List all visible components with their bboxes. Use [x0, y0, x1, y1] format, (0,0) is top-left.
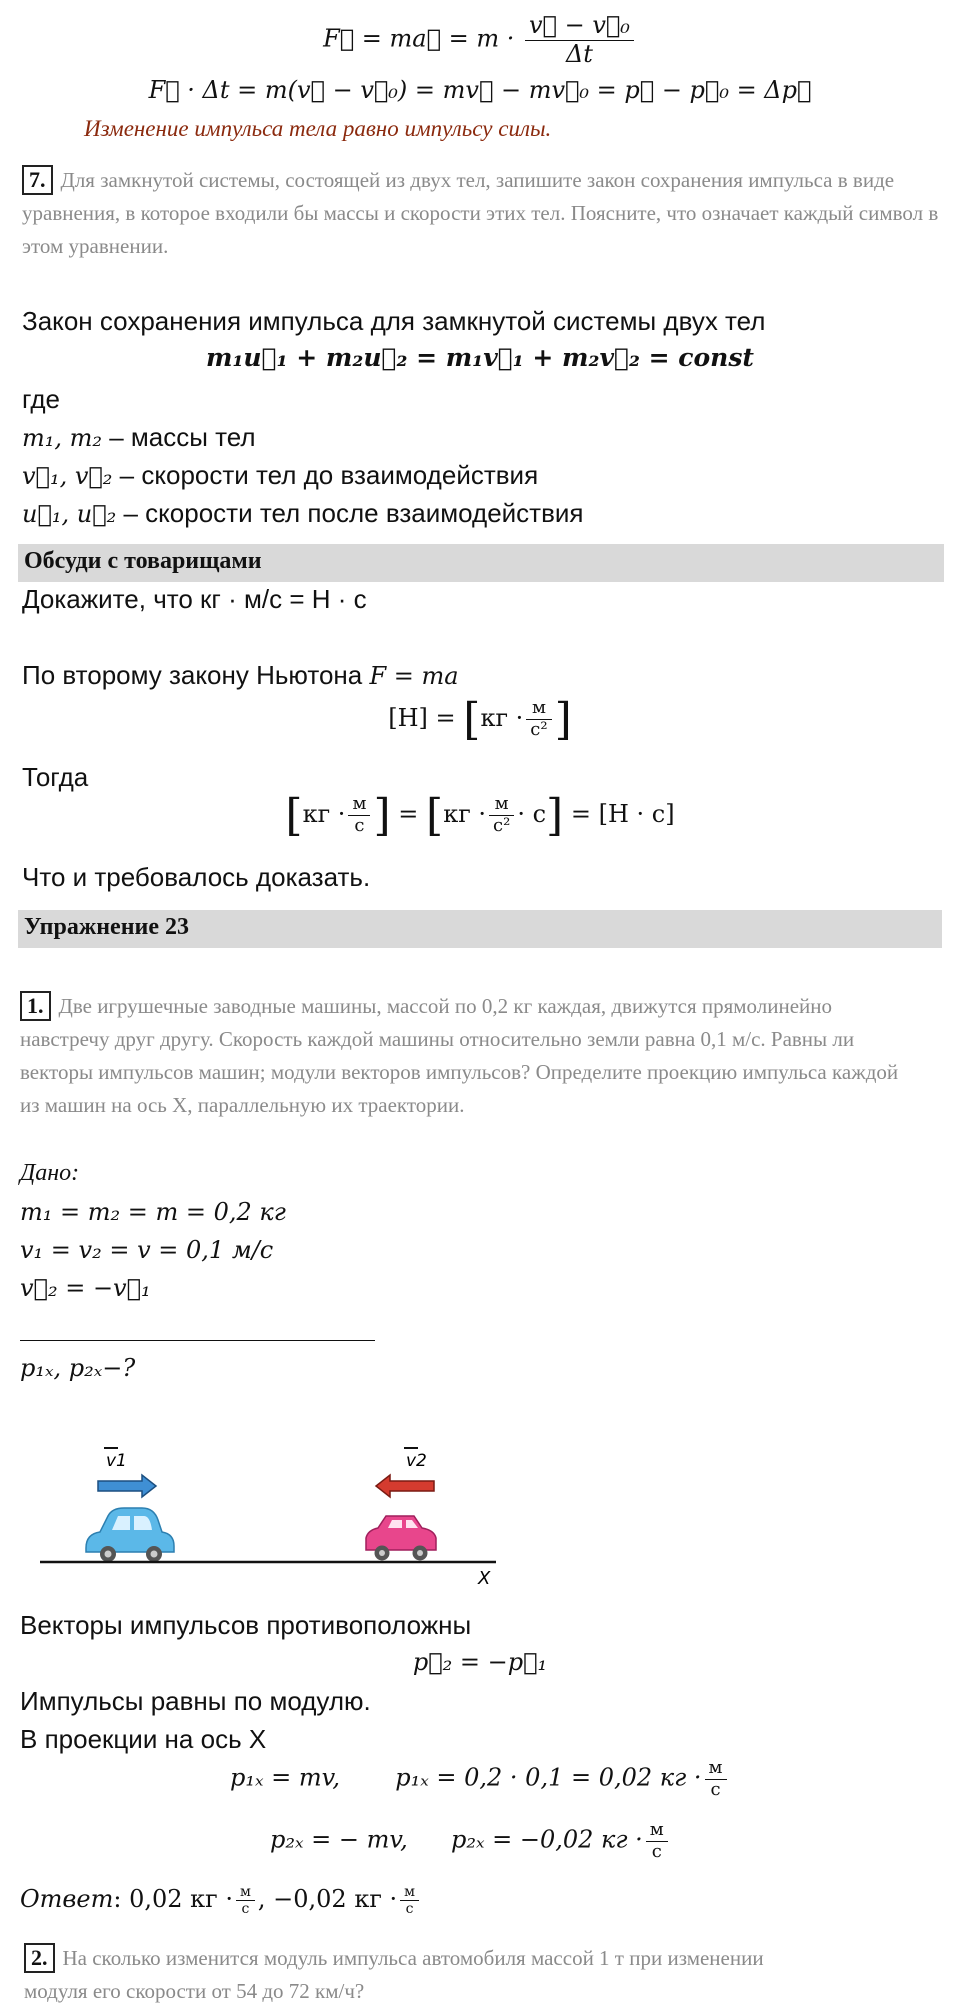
x-axis-label: X: [478, 1568, 491, 1589]
projection-label: В проекции на ось X: [20, 1724, 267, 1754]
projection-equation-2: p₂ₓ = − mv, p₂ₓ = −0,02 кг · $\frac{м}{с}$: [270, 1820, 671, 1862]
unit-equation-impulse: [кг · $\frac{м}{с}$ ] = [кг · $\frac{м}{\text{с²}}$ · с] = [Н · с]: [285, 790, 675, 841]
task-text: Для замкнутой системы, состоящей из двух тел, запишите закон сохранения импульса в виде уравнения, в которое входили бы массы и скорости этих тел. Поясните, что означает каждый символ в этом уравнении.: [22, 168, 939, 258]
projection-equation-1: p₁ₓ = mv, p₁ₓ = 0,2 · 0,1 = 0,02 кг · $\frac{м}{с}$: [230, 1758, 730, 1800]
where-label: где: [22, 384, 60, 414]
given-divider: [20, 1340, 375, 1341]
task-2: [24, 1942, 784, 2008]
qed: Что и требовалось доказать.: [22, 862, 371, 892]
find-line: p₁ₓ, p₂ₓ−?: [20, 1354, 136, 1382]
definition-masses: m₁, m₂ – массы тел: [22, 422, 256, 452]
pink-car-icon: [366, 1516, 436, 1561]
given-line-2: v₁ = v₂ = v = 0,1 м/с: [20, 1236, 274, 1264]
blue-car-icon: [86, 1508, 174, 1562]
red-arrow-icon: [376, 1475, 434, 1497]
formula-force: F⃗ = ma⃗ = m · $\frac{\text{v⃗ − v⃗₀}}{\Delta t}$: [0, 12, 960, 68]
cars-figure: [30, 1440, 510, 1590]
section-header-exercise: Упражнение 23: [18, 910, 942, 948]
note-impulse: Изменение импульса тела равно импульсу силы.: [84, 116, 552, 141]
section-header-discuss: Обсуди с товарищами: [18, 544, 944, 582]
task-number: 7.: [22, 165, 53, 195]
impulses-equal: Импульсы равны по модулю.: [20, 1686, 371, 1716]
blue-arrow-icon: [98, 1475, 156, 1497]
prove-statement: Докажите, что кг · м/с = Н · с: [22, 584, 367, 614]
task-number: 1.: [20, 991, 51, 1021]
task-7: [22, 164, 942, 263]
task-text: На сколько изменится модуль импульса автомобиля массой 1 т при изменении модуля его скорости от 54 до 72 км/ч?: [24, 1946, 764, 2003]
given-label: Дано:: [20, 1160, 80, 1186]
conservation-equation: m₁u⃗₁ + m₂u⃗₂ = m₁v⃗₁ + m₂v⃗₂ = const: [206, 343, 754, 372]
vectors-opposite: Векторы импульсов противоположны: [20, 1610, 472, 1640]
v2-label: v2: [406, 1451, 427, 1471]
unit-equation-newton: [Н] = [кг · $\frac{м}{\text{с²}}$ ]: [388, 694, 572, 745]
definition-velocities-after: u⃗₁, u⃗₂ – скорости тел после взаимодействия: [22, 498, 584, 528]
task-text: Две игрушечные заводные машины, массой по 0,2 кг каждая, движутся прямолинейно навстречу друг другу. Скорость каждой машины относительно земли равна 0,1 м/с. Равны ли векторы импульсов машин; модули векторов импульсов? Определите проекцию импульса каждой из машин на ось X, параллельную их траектории.: [20, 994, 899, 1117]
task-number: 2.: [24, 1943, 55, 1973]
task-1: [20, 990, 920, 1122]
definition-velocities-before: v⃗₁, v⃗₂ – скорости тел до взаимодействия: [22, 460, 539, 490]
impulse-opposite-equation: p⃗₂ = −p⃗₁: [412, 1648, 548, 1676]
newton-law-line: По второму закону Ньютона F = ma: [22, 660, 459, 690]
given-line-3: v⃗₂ = −v⃗₁: [20, 1274, 151, 1302]
given-line-1: m₁ = m₂ = m = 0,2 кг: [20, 1198, 286, 1226]
formula-impulse: F⃗ · Δt = m(v⃗ − v⃗₀) = mv⃗ − mv⃗₀ = p⃗ − p⃗₀ = Δp⃗: [148, 76, 812, 104]
answer-line: Ответ: 0,02 кг · $\frac{м}{с}$ , −0,02 кг · $\frac{м}{с}$: [20, 1884, 422, 1917]
then-label: Тогда: [22, 762, 89, 792]
v1-label: v1: [106, 1451, 127, 1471]
conservation-intro: Закон сохранения импульса для замкнутой системы двух тел: [22, 306, 766, 336]
